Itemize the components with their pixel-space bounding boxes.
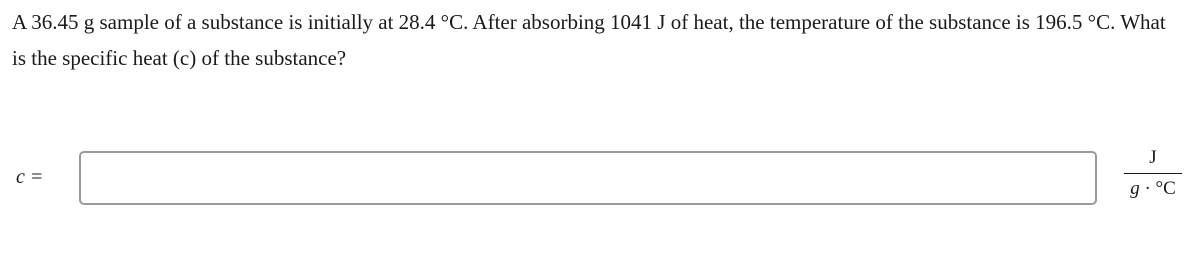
answer-variable-label: c = <box>16 166 44 188</box>
unit-denominator <box>1122 177 1184 201</box>
unit-denominator-celsius: °C <box>1155 178 1176 199</box>
unit-denominator-dot: · <box>1139 178 1156 199</box>
answer-input[interactable] <box>79 151 1097 205</box>
unit-fraction-bar <box>1124 173 1182 174</box>
unit-denominator-grams: g <box>1130 178 1140 199</box>
answer-unit <box>1122 146 1184 201</box>
question-text: A 36.45 g sample of a substance is initially at 28.4 °C. After absorbing 1041 J of heat, the temperature of the substance is 196.5 °C. What is the specific heat (c) of the substance? <box>12 10 1166 70</box>
unit-numerator: J <box>1149 147 1157 168</box>
